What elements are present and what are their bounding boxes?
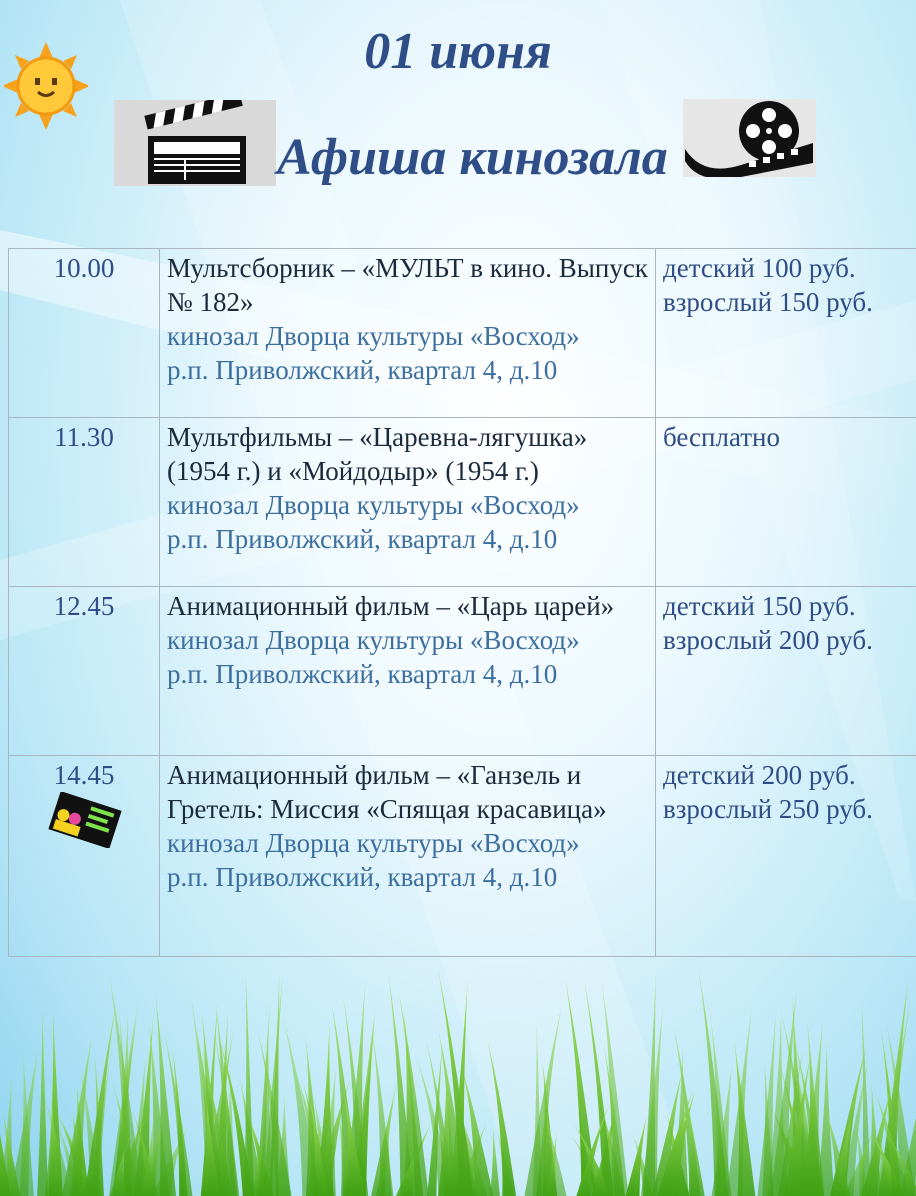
price-child: детский 150 руб. [663,591,856,621]
table-row [9,249,916,418]
pushkin-card-logo [47,792,123,848]
price-child: детский 100 руб. [663,253,856,283]
session-time-cell [9,756,160,957]
clapperboard-icon [114,100,276,186]
venue-address: р.п. Приволжский, квартал 4, д.10 [167,659,558,689]
session-info [160,587,656,756]
price-adult: взрослый 250 руб. [663,794,873,824]
venue-address: р.п. Приволжский, квартал 4, д.10 [167,862,558,892]
price-child: детский 200 руб. [663,760,856,790]
event-title: Анимационный фильм – «Ганзель и Гретель: Миссия «Спящая красавица» [167,760,607,824]
venue-name: кинозал Дворца культуры «Восход» [167,490,580,520]
session-time: 10.00 [9,249,160,418]
session-price [656,418,916,587]
session-info [160,756,656,957]
table-row [9,756,916,957]
session-time: 12.45 [9,587,160,756]
session-time: 11.30 [9,418,160,587]
session-info [160,249,656,418]
session-price [656,587,916,756]
venue-address: р.п. Приволжский, квартал 4, д.10 [167,355,558,385]
session-price [656,756,916,957]
price-adult: взрослый 200 руб. [663,625,873,655]
page-title: Афиша кинозала [277,129,668,186]
film-reel-icon [683,99,816,177]
table-row [9,418,916,587]
session-info [160,418,656,587]
schedule-table [8,248,916,957]
venue-address: р.п. Приволжский, квартал 4, д.10 [167,524,558,554]
grass-decoration [0,966,916,1196]
event-title: Мультфильмы – «Царевна-лягушка» (1954 г.) и «Мойдодыр» (1954 г.) [167,422,588,486]
page-date: 01 июня [364,23,552,80]
venue-name: кинозал Дворца культуры «Восход» [167,321,580,351]
venue-name: кинозал Дворца культуры «Восход» [167,828,580,858]
event-title: Мультсборник – «МУЛЬТ в кино. Выпуск № 182» [167,253,648,317]
session-price [656,249,916,418]
event-title: Анимационный фильм – «Царь царей» [167,591,615,621]
venue-name: кинозал Дворца культуры «Восход» [167,625,580,655]
table-row [9,587,916,756]
price-adult: взрослый 150 руб. [663,287,873,317]
session-time: 14.45 [53,760,115,790]
price-free: бесплатно [663,422,780,452]
